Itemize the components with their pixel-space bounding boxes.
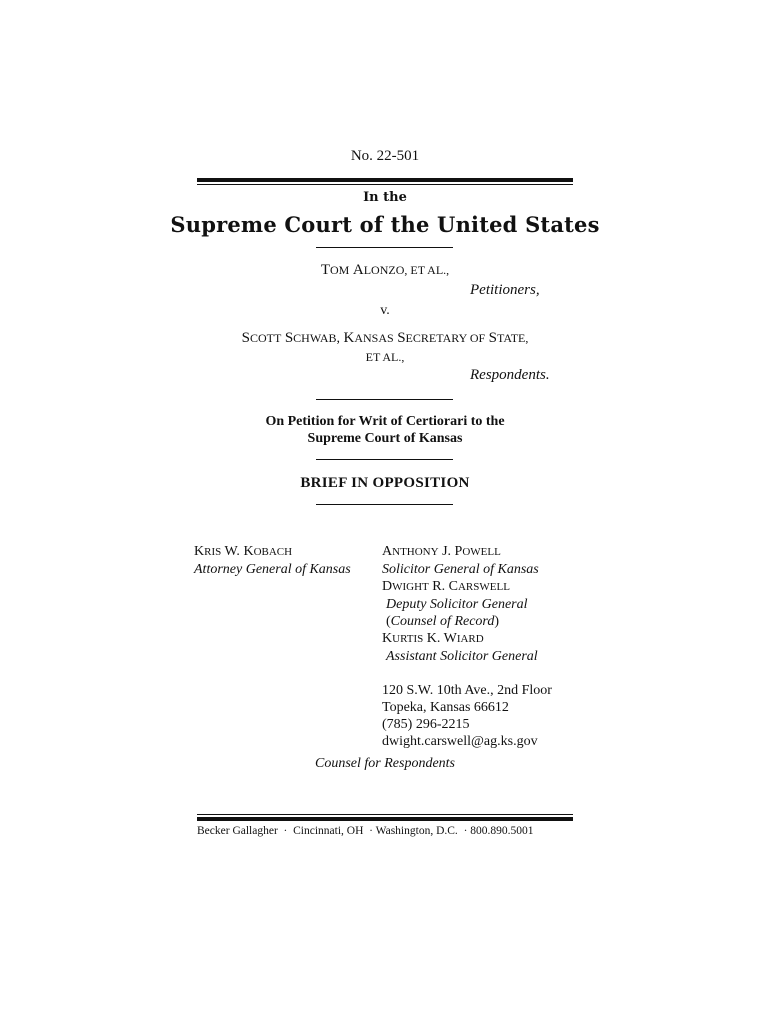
left-counsel-block: [194, 543, 374, 578]
petition-line-2: Supreme Court of Kansas: [307, 431, 463, 446]
rc-record: [382, 613, 582, 630]
rc2-i: D: [382, 579, 393, 594]
resp-p4: K: [343, 330, 355, 346]
rc1-r: NTHONY: [392, 546, 439, 558]
resp-p7: ECRETARY OF: [405, 331, 486, 345]
resp-p5: ANSAS: [354, 331, 394, 345]
respondent-name-line1: SCOTT SCHWAB, KANSAS SECRETARY OF STATE,: [241, 330, 529, 346]
rc3-m: K.: [423, 631, 444, 646]
rc-record-close: ): [494, 614, 500, 629]
court-name: Supreme Court of the United States: [170, 212, 600, 237]
petitioner-last-initial: A: [352, 262, 364, 278]
rule-under-court: [316, 247, 453, 248]
bottom-thick-rule: [197, 817, 573, 821]
counsel-for-respondents: Counsel for Respondents: [315, 756, 455, 771]
rc2-lr: ARSWELL: [457, 581, 510, 593]
rc-address-2: Topeka, Kansas 66612: [382, 700, 509, 715]
resp-p8: S: [488, 330, 497, 346]
top-thick-rule: [197, 178, 573, 182]
left-counsel-title: Attorney General of Kansas: [194, 562, 351, 577]
rc-record-open: (: [386, 614, 391, 629]
brief-title: BRIEF IN OPPOSITION: [300, 475, 470, 491]
rc-email: dwight.carswell@ag.ks.gov: [382, 734, 538, 749]
petitioner-suffix: , ET AL.,: [404, 263, 450, 277]
footer-sep-1: ·: [283, 825, 288, 837]
rc-address-1: 120 S.W. 10th Ave., 2nd Floor: [382, 683, 552, 698]
lc-mid: W.: [221, 544, 244, 559]
right-counsel-block: [382, 543, 582, 750]
footer-sep-2: ·: [369, 825, 373, 837]
footer-city-2: Washington, D.C.: [375, 825, 458, 837]
rc-record-text: Counsel of Record: [390, 614, 495, 629]
petitioner-role: Petitioners,: [470, 282, 540, 298]
rule-under-petition: [316, 459, 453, 460]
lc-i2: K: [243, 544, 254, 559]
resp-p2: S: [284, 330, 294, 346]
rc1-m: J.: [438, 544, 455, 559]
rc3-lr: IARD: [456, 633, 484, 645]
lc-r1: RIS: [204, 546, 222, 558]
respondent-name-line2: ET AL.,: [365, 350, 405, 364]
resp-p1: COTT: [249, 331, 282, 345]
rc3-li: W: [443, 631, 457, 646]
lc-r2: OBACH: [253, 546, 293, 558]
docket-number: No. 22-501: [350, 148, 420, 164]
footer-sep-3: ·: [463, 825, 468, 837]
left-counsel-name: [194, 543, 374, 561]
rc1-i: A: [382, 544, 393, 559]
top-thin-rule: [197, 184, 573, 185]
rule-under-respondents: [316, 399, 453, 400]
rc-phone: (785) 296-2215: [382, 717, 470, 732]
in-the-label: In the: [363, 190, 407, 205]
rc-name-1: [382, 543, 582, 561]
rc2-li: C: [448, 579, 458, 594]
petition-line-1: On Petition for Writ of Certiorari to the: [265, 414, 505, 429]
footer-city-1: Cincinnati, OH: [293, 825, 364, 837]
petitioner-first-rest: OM: [330, 263, 350, 277]
petitioner-name: [0, 262, 770, 279]
rc3-i: K: [382, 631, 393, 646]
rule-under-brief-title: [316, 504, 453, 505]
resp-p6: S: [397, 330, 406, 346]
rc3-r: URTIS: [392, 633, 424, 645]
rc-title-1: Solicitor General of Kansas: [382, 562, 539, 577]
footer-publisher: Becker Gallagher: [197, 825, 278, 837]
footer-phone: 800.890.5001: [470, 825, 534, 837]
versus: v.: [380, 303, 390, 318]
petitioner-last-rest: LONZO: [363, 263, 405, 277]
rc2-r: WIGHT: [392, 581, 429, 593]
respondent-role: Respondents.: [470, 367, 550, 383]
petitioner-first-initial: T: [320, 262, 331, 278]
rc2-m: R.: [428, 579, 449, 594]
rc-name-3: [382, 630, 582, 648]
resp-p0: S: [241, 330, 250, 346]
rc-name-2: [382, 578, 582, 596]
rc-title-2: Deputy Solicitor General: [386, 597, 528, 612]
rc-title-3: Assistant Solicitor General: [386, 649, 538, 664]
bottom-thin-rule: [197, 814, 573, 815]
rc1-lr: OWELL: [462, 546, 501, 558]
lc-i1: K: [194, 544, 205, 559]
resp-p3: CHWAB: [293, 331, 337, 345]
resp-p9: TATE,: [497, 331, 529, 345]
rc1-li: P: [454, 544, 463, 559]
publisher-footer: [197, 825, 573, 837]
